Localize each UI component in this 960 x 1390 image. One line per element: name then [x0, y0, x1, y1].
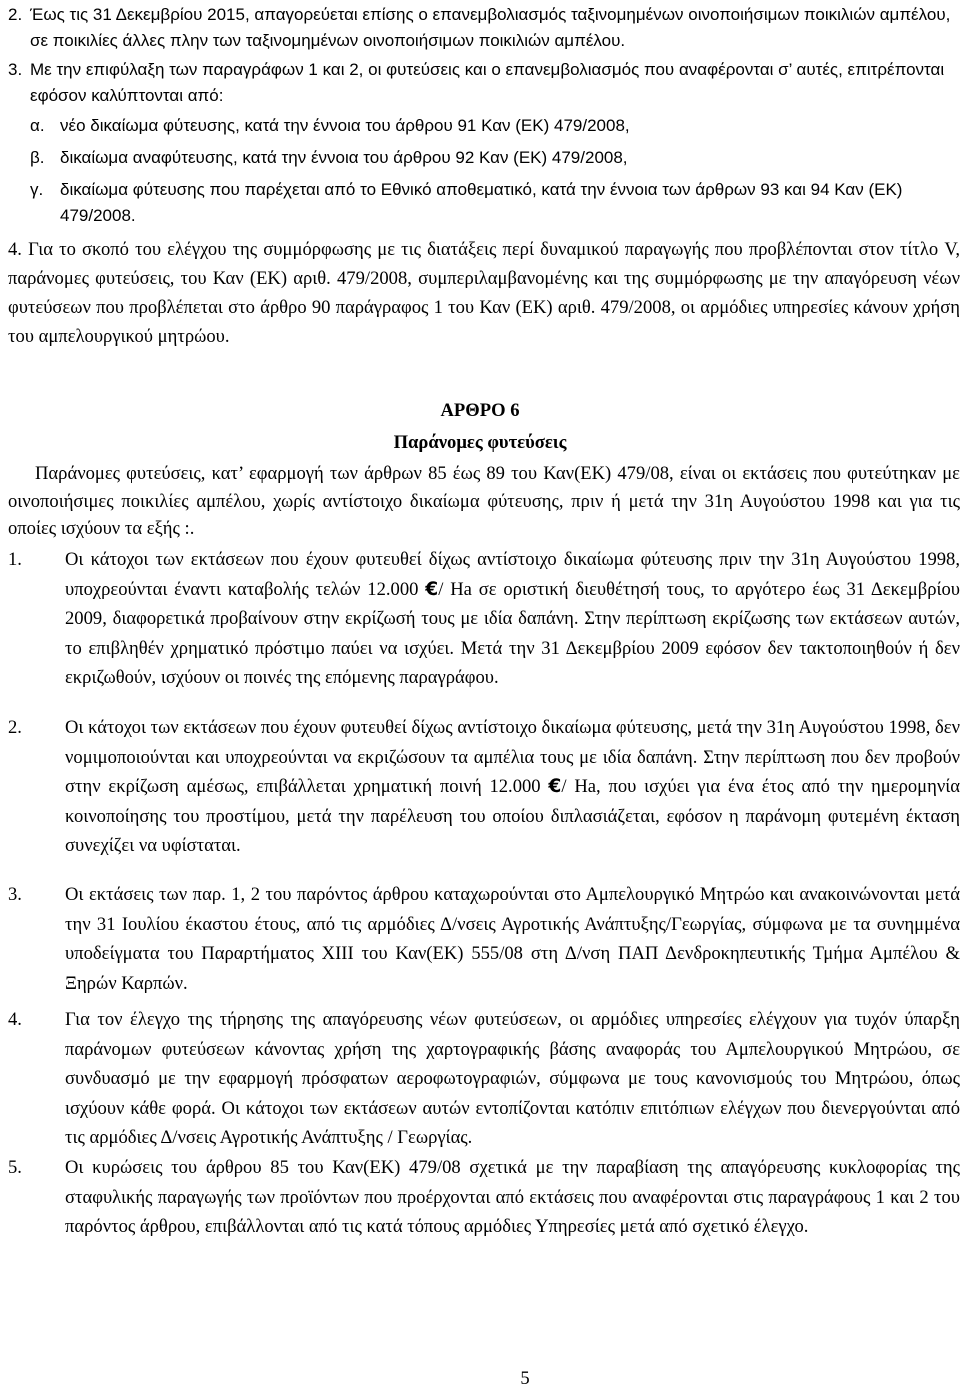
article-item-4 [8, 1005, 960, 1153]
item-text-part-b: / Ha σε οριστική διευθέτησή τους, το αργότερο έως 31 Δεκεμβρίου 2009, διαφορετικά προβαίνουν στην εκρίζωσή τους με ιδία δαπάνη. Στην περίπτωση εκρίζωσης των εκτάσεων αυτών, το επιβληθέν χρηματικό πρόστιμο παύει να ισχύει. Μετά την 31 Δεκεμβρίου 2009 εφόσον δεν τακτοποιηθούν ή δεν εκριζωθούν, ισχύουν οι ποινές της επόμενης παραγράφου. [65, 578, 960, 688]
sub-item-b [30, 145, 954, 171]
item-text: Οι εκτάσεις των παρ. 1, 2 του παρόντος άρθρου καταχωρούνται στο Αμπελουργικό Μητρώο και ανακοινώνονται μετά την 31 Ιουλίου έκαστου έτους, από τις αρμόδιες Δ/νσεις Αγροτικής Ανάπτυξης/Γεωργίας, σύμφωνα με τα συνημμένα υποδείγματα του Παραρτήματος XIII του Καν(ΕΚ) 555/08 στη Δ/νση ΠΑΠ Δενδροκηπευτικής Τμήμα Αμπέλου & Ξηρών Καρπών. [65, 884, 960, 994]
item-text-part-b: / Ha, που ισχύει για ένα έτος από την ημερομηνία κοινοποίησης του προστίμου, μετά την παρέλευση του οποίου διπλασιάζεται, εφόσον η παράνομη φυτεμένη έκταση συνεχίζει να υφίσταται. [65, 776, 960, 856]
article-item-1 [8, 545, 960, 693]
item-text [65, 545, 960, 693]
sub-item-c [30, 177, 960, 228]
list-number: 3. [8, 60, 23, 79]
paragraph-number: 4. [8, 239, 22, 260]
article-item-5 [8, 1153, 960, 1242]
item-number: 2. [8, 717, 22, 738]
list-text: Έως τις 31 Δεκεμβρίου 2015, απαγορεύεται επίσης ο επανεμβολιασμός ταξινομημένων οινοποιήσιμων ποικιλιών αμπέλου, σε ποικιλίες άλλες πλην των ταξινομημένων οινοποιήσιμων ποικιλιών αμπέλου. [30, 5, 951, 50]
article-item-2 [8, 713, 960, 861]
page-number: 5 [520, 1368, 530, 1389]
sub-letter: γ. [30, 180, 44, 199]
paragraph-text: Για το σκοπό του ελέγχου της συμμόρφωσης με τις διατάξεις περί δυναμικού παραγωγής που προβλέπονται στον τίτλο V, παράνομες φυτεύσεις, του Καν (ΕΚ) αριθ. 479/2008, συμπεριλαμβανομένης και της συμμόρφωσης με την απαγόρευση νέων φυτεύσεων που προβλέπεται στο άρθρο 90 παράγραφος 1 του Καν (ΕΚ) αριθ. 479/2008, οι αρμόδιες υπηρεσίες κάνουν χρήση του αμπελουργικού μητρώου. [8, 239, 960, 347]
item-text-part-a: Οι κάτοχοι των εκτάσεων που έχουν φυτευθεί δίχως αντίστοιχο δικαίωμα φύτευσης πριν την 31η Αυγούστου 1998, υποχρεούνται έναντι καταβολής τελών 12.000 [65, 549, 960, 600]
sub-text: δικαίωμα φύτευσης που παρέχεται από το Εθνικό αποθεματικό, κατά την έννοια των άρθρων 93 και 94 Καν (ΕΚ) 479/2008. [60, 180, 903, 225]
paragraph-4 [8, 235, 960, 351]
article-heading: ΑΡΘΡΟ 6 [440, 400, 520, 421]
list-number: 2. [8, 5, 23, 24]
sub-item-a [30, 113, 954, 139]
article-intro: Παράνομες φυτεύσεις, κατ’ εφαρμογή των άρθρων 85 έως 89 του Καν(ΕΚ) 479/08, είναι οι εκτάσεις που φυτεύτηκαν με οινοποιήσιμες ποικιλίες αμπέλου, χωρίς αντίστοιχο δικαίωμα φύτευσης, πριν ή μετά την 31η Αυγούστου 1998 και για τις οποίες ισχύουν τα εξής :. [8, 463, 960, 539]
list-item-2 [8, 2, 954, 53]
sub-letter: α. [30, 116, 45, 135]
item-text: Οι κυρώσεις του άρθρου 85 του Καν(ΕΚ) 479/08 σχετικά με την παραβίαση της απαγόρευσης κυκλοφορίας της σταφυλικής παραγωγής των προϊόντων που προέρχονται από εκτάσεις που αναφέρονται στις παραγράφους 1 και 2 του παρόντος άρθρου, επιβάλλονται από τις κατά τόπους αρμόδιες Υπηρεσίες μετά από σχετικό έλεγχο. [65, 1157, 960, 1237]
item-number: 3. [8, 884, 22, 905]
item-text: Για τον έλεγχο της τήρησης της απαγόρευσης νέων φυτεύσεων, οι αρμόδιες υπηρεσίες ελέγχουν για τυχόν ύπαρξη παράνομων φυτεύσεων κάνοντας χρήση της χαρτογραφικής βάσης αναφοράς του Αμπελουργικού Μητρώου, σε συνδυασμό με την εφαρμογή πρόσφατων αεροφωτογραφιών, σύμφωνα με τους κανονισμούς του Μητρώου, όπως ισχύουν κάθε φορά. Οι κάτοχοι των εκτάσεων αυτών εντοπίζονται κατόπιν επιτόπιων ελέγχων που διενεργούνται από τις αρμόδιες Δ/νσεις Αγροτικής Ανάπτυξης / Γεωργίας. [65, 1009, 960, 1148]
list-item-3 [8, 57, 954, 108]
item-number: 4. [8, 1009, 22, 1030]
item-number: 5. [8, 1157, 22, 1178]
sub-text: δικαίωμα αναφύτευσης, κατά την έννοια του άρθρου 92 Καν (ΕΚ) 479/2008, [60, 148, 628, 167]
list-text: Με την επιφύλαξη των παραγράφων 1 και 2, οι φυτεύσεις και ο επανεμβολιασμός που αναφέρονται σ’ αυτές, επιτρέπονται εφόσον καλύπτονται από: [30, 60, 945, 105]
item-number: 1. [8, 549, 22, 570]
item-text-part-a: Οι κάτοχοι των εκτάσεων που έχουν φυτευθεί δίχως αντίστοιχο δικαίωμα φύτευσης, μετά την 31η Αυγούστου 1998, δεν νομιμοποιούνται και υποχρεούνται να εκριζώσουν τα αμπέλια τους με ιδία δαπάνη. Στην περίπτωση που δεν προβούν στην εκρίζωση αμέσως, επιβάλλεται χρηματική ποινή 12.000 [65, 717, 960, 797]
item-text [65, 713, 960, 861]
sub-text: νέο δικαίωμα φύτευσης, κατά την έννοια του άρθρου 91 Καν (ΕΚ) 479/2008, [60, 116, 630, 135]
article-subheading: Παράνομες φυτεύσεις [393, 432, 567, 453]
article-item-3 [8, 880, 960, 998]
sub-letter: β. [30, 148, 45, 167]
euro-sign: € [548, 776, 562, 797]
euro-sign: € [425, 578, 439, 600]
